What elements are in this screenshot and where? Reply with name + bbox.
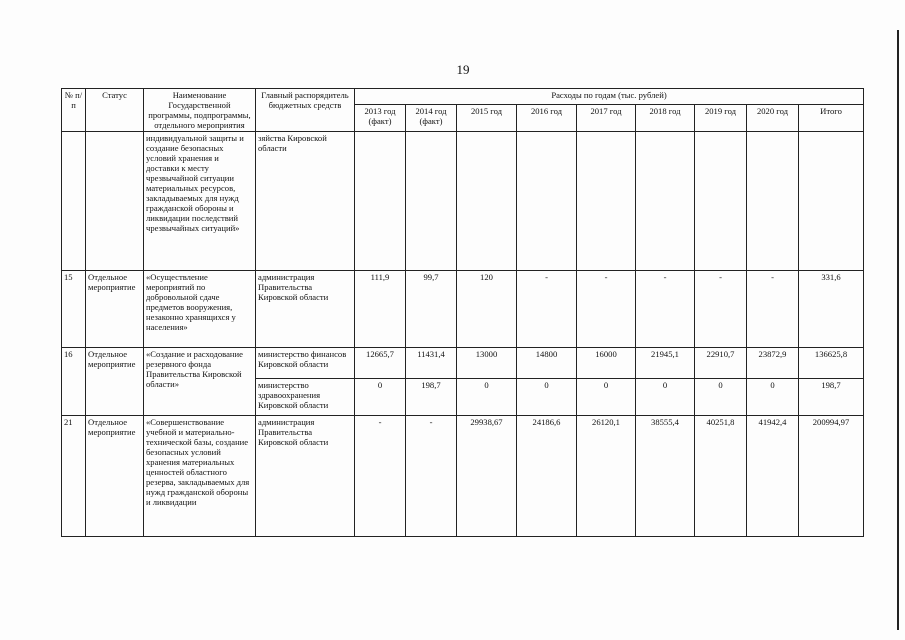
header-year: 2017 год: [577, 104, 636, 131]
cell-name: «Создание и расходование резервного фонда Правительства Кировской области»: [144, 348, 256, 416]
cell-value: 120: [457, 271, 517, 348]
cell-value: -: [636, 271, 695, 348]
cell-administrator: администрация Правительства Кировской области: [256, 416, 355, 537]
cell-value: [636, 132, 695, 271]
page-number: 19: [456, 62, 470, 77]
cell-status: [86, 132, 144, 271]
table-row: [62, 348, 864, 379]
table-row: [62, 416, 864, 537]
cell-value: [355, 132, 406, 271]
cell-value: -: [577, 271, 636, 348]
cell-value: 13000: [457, 348, 517, 379]
cell-value: [747, 132, 799, 271]
cell-administrator: администрация Правительства Кировской области: [256, 271, 355, 348]
cell-value: 111,9: [355, 271, 406, 348]
cell-administrator: зяйства Кировской области: [256, 132, 355, 271]
cell-value: -: [355, 416, 406, 537]
cell-no: 21: [62, 416, 86, 537]
cell-name: «Совершенствование учебной и материально-технической базы, создание безопасных условий хранения материальных ценностей областного резерва, закладываемых для нужд гражданской обороны и ликвидации: [144, 416, 256, 537]
cell-name: «Осуществление мероприятий по добровольной сдаче предметов вооружения, незаконно хранящихся у населения»: [144, 271, 256, 348]
header-expenses: Расходы по годам (тыс. рублей): [355, 89, 864, 105]
cell-status: Отдельное мероприятие: [86, 271, 144, 348]
cell-value: 38555,4: [636, 416, 695, 537]
cell-value: 41942,4: [747, 416, 799, 537]
cell-value: 0: [577, 379, 636, 416]
cell-total: 331,6: [799, 271, 864, 348]
cell-no: 15: [62, 271, 86, 348]
header-total: Итого: [799, 104, 864, 131]
cell-value: 0: [636, 379, 695, 416]
table-row: [62, 132, 864, 271]
cell-value: 23872,9: [747, 348, 799, 379]
header-year: 2016 год: [517, 104, 577, 131]
cell-value: 21945,1: [636, 348, 695, 379]
cell-value: 14800: [517, 348, 577, 379]
cell-value: 0: [695, 379, 747, 416]
cell-value: 0: [355, 379, 406, 416]
cell-total: 198,7: [799, 379, 864, 416]
header-year: 2019 год: [695, 104, 747, 131]
cell-value: 22910,7: [695, 348, 747, 379]
cell-value: 0: [457, 379, 517, 416]
cell-value: 198,7: [406, 379, 457, 416]
cell-value: 26120,1: [577, 416, 636, 537]
cell-status: Отдельное мероприятие: [86, 348, 144, 416]
cell-value: -: [517, 271, 577, 348]
cell-total: 136625,8: [799, 348, 864, 379]
cell-value: 0: [517, 379, 577, 416]
header-status: Статус: [86, 89, 144, 132]
cell-no: 16: [62, 348, 86, 416]
cell-value: 99,7: [406, 271, 457, 348]
cell-administrator: министерство здравоохранения Кировской области: [256, 379, 355, 416]
table-row: [62, 271, 864, 348]
cell-total: 200994,97: [799, 416, 864, 537]
cell-value: [695, 132, 747, 271]
cell-total: [799, 132, 864, 271]
cell-value: [517, 132, 577, 271]
header-year: 2015 год: [457, 104, 517, 131]
cell-value: 11431,4: [406, 348, 457, 379]
cell-value: [457, 132, 517, 271]
header-row-1: [62, 89, 864, 105]
header-year: 2014 год (факт): [406, 104, 457, 131]
cell-value: -: [695, 271, 747, 348]
header-year: 2013 год (факт): [355, 104, 406, 131]
header-year: 2018 год: [636, 104, 695, 131]
budget-table: [61, 88, 864, 537]
cell-value: 29938,67: [457, 416, 517, 537]
page-edge-line: [897, 30, 899, 630]
header-year: 2020 год: [747, 104, 799, 131]
cell-value: 24186,6: [517, 416, 577, 537]
cell-value: 0: [747, 379, 799, 416]
cell-value: -: [406, 416, 457, 537]
cell-value: [406, 132, 457, 271]
header-no: № п/п: [62, 89, 86, 132]
cell-value: [577, 132, 636, 271]
cell-value: 16000: [577, 348, 636, 379]
cell-status: Отдельное мероприятие: [86, 416, 144, 537]
cell-value: 40251,8: [695, 416, 747, 537]
cell-no: [62, 132, 86, 271]
cell-value: 12665,7: [355, 348, 406, 379]
cell-value: -: [747, 271, 799, 348]
cell-administrator: министерство финансов Кировской области: [256, 348, 355, 379]
header-name: Наименование Государственной программы, подпрограммы, отдельного мероприятия: [144, 89, 256, 132]
cell-name: индивидуальной защиты и создание безопасных условий хранения и доставки к месту чрезвычайной ситуации материальных ресурсов, закладываемых для нужд гражданской обороны и ликвидации последствий чрезвычайных ситуаций»: [144, 132, 256, 271]
header-administrator: Главный распорядитель бюджетных средств: [256, 89, 355, 132]
